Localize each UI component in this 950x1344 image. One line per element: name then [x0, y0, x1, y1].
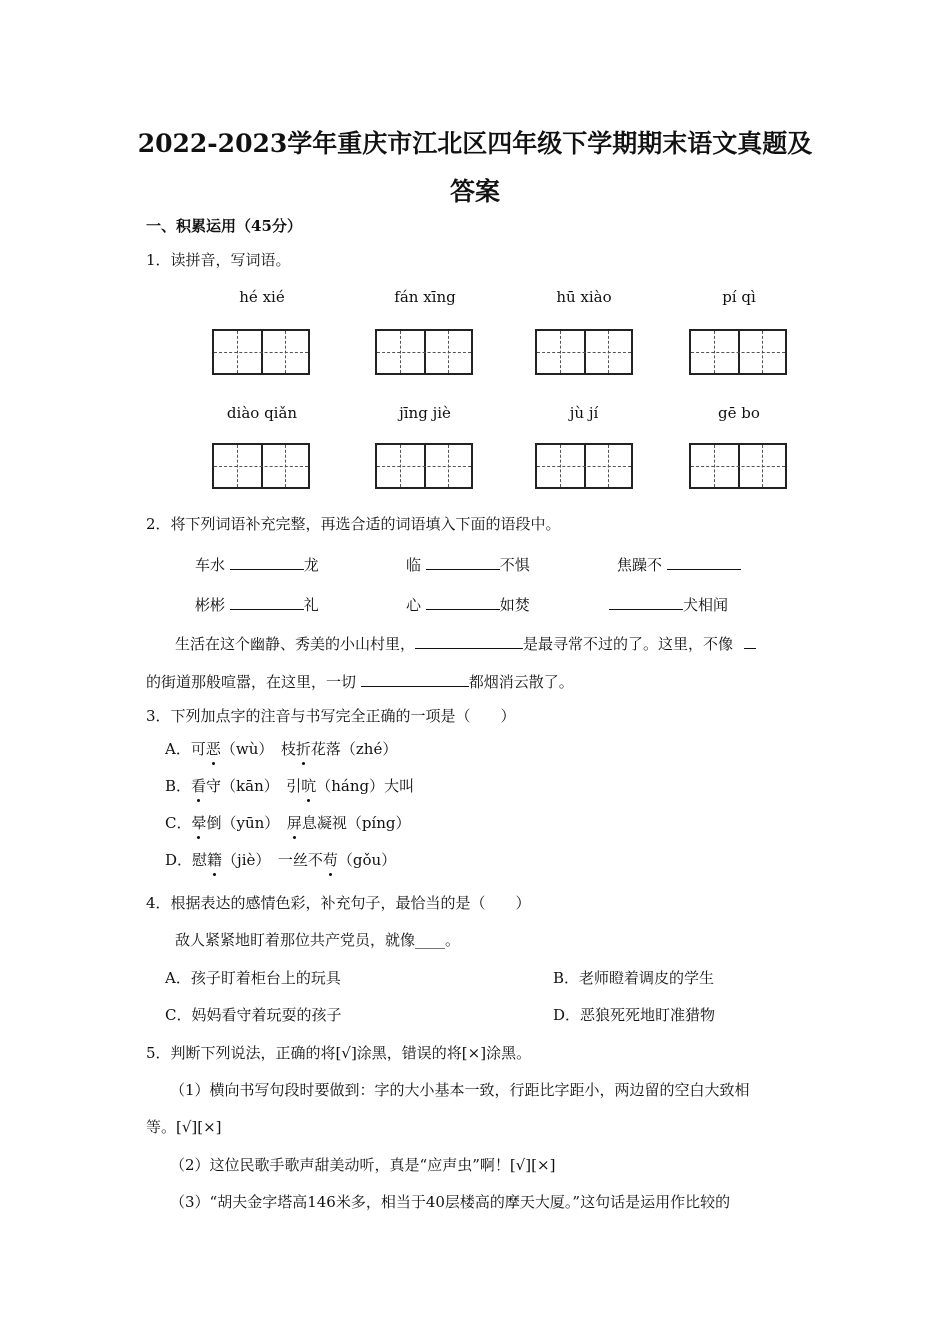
idiom-3-pre: 焦躁不: [617, 556, 663, 574]
section-heading: 一、积累运用（45分）: [146, 217, 302, 235]
option-text: （háng）大叫: [316, 777, 415, 795]
option-text: D．慰: [165, 851, 208, 869]
idiom-2: [406, 553, 530, 575]
q2-para2b: 都烟消云散了。: [468, 673, 574, 691]
q3-option-c[interactable]: [165, 813, 410, 833]
writing-grid[interactable]: [212, 329, 310, 375]
q3-option-a[interactable]: [165, 739, 397, 759]
idiom-3: [617, 553, 741, 575]
q2-para1b: 是最寻常不过的了。这里，不像: [523, 635, 734, 653]
q4-option-c[interactable]: C．妈妈看守着玩耍的孩子: [165, 1006, 342, 1024]
option-text: 守（kān） 引: [206, 777, 302, 795]
writing-grid[interactable]: [375, 443, 473, 489]
pinyin-7: jù jí: [569, 404, 599, 422]
option-text: 息凝视（píng）: [301, 814, 411, 832]
q2-paragraph-line2: [146, 670, 574, 692]
q4-option-a[interactable]: A．孩子盯着柜台上的玩具: [165, 969, 341, 987]
q3-option-b[interactable]: [165, 776, 414, 796]
q5-statement-2[interactable]: （2）这位民歌手歌声甜美动听，真是“应声虫”啊！[√][×]: [170, 1156, 556, 1174]
option-text: （jiè） 一丝不: [222, 851, 323, 869]
dotted-char: 折: [295, 740, 311, 758]
pinyin-8: gē bo: [718, 404, 760, 422]
dotted-char: 籍: [207, 851, 223, 869]
option-text: A．可: [165, 740, 206, 758]
pinyin-1: hé xié: [239, 288, 285, 306]
answer-blank[interactable]: [415, 632, 523, 649]
idiom-1: [195, 553, 319, 575]
answer-blank[interactable]: [744, 632, 756, 649]
q4-option-d[interactable]: D．恶狼死死地盯准猎物: [553, 1006, 716, 1024]
idiom-2-post: 不惧: [499, 556, 530, 574]
answer-blank[interactable]: [426, 553, 500, 570]
idiom-4-post: 礼: [303, 596, 319, 614]
document-title-line1: 2022-2023学年重庆市江北区四年级下学期期末语文真题及: [137, 129, 813, 158]
q5-statement-1a: （1）横向书写句段时要做到：字的大小基本一致，行距比字距小，两边留的空白大致相: [170, 1081, 750, 1099]
pinyin-6: jīng jiè: [399, 404, 451, 422]
answer-blank[interactable]: [230, 553, 304, 570]
idiom-4-pre: 彬彬: [195, 596, 226, 614]
answer-blank[interactable]: [609, 593, 683, 610]
dotted-char: 苟: [322, 851, 338, 869]
pinyin-2: fán xīng: [394, 288, 456, 306]
q4-sentence: 敌人紧紧地盯着那位共产党员，就像____。: [175, 931, 461, 949]
idiom-6: [609, 593, 728, 615]
dotted-char: 屏: [286, 814, 302, 832]
writing-grid[interactable]: [689, 443, 787, 489]
idiom-6-post: 犬相闻: [683, 596, 729, 614]
option-text: C．: [165, 814, 192, 832]
pinyin-5: diào qiǎn: [226, 404, 298, 422]
q4-option-b[interactable]: B．老师瞪着调皮的学生: [553, 969, 715, 987]
idiom-5: [406, 593, 530, 615]
pinyin-3: hū xiào: [556, 288, 612, 306]
answer-blank[interactable]: [667, 553, 741, 570]
answer-blank[interactable]: [361, 670, 469, 687]
option-text: （gǒu）: [337, 851, 397, 869]
option-text: 倒（yūn）: [206, 814, 287, 832]
q1-prompt: 1．读拼音，写词语。: [146, 251, 291, 269]
writing-grid[interactable]: [375, 329, 473, 375]
q5-prompt: 5．判断下列说法，正确的将[√]涂黑，错误的将[×]涂黑。: [146, 1044, 532, 1062]
option-text: （wù） 枝: [220, 740, 296, 758]
idiom-5-pre: 心: [406, 596, 422, 614]
dotted-char: 看: [191, 777, 207, 795]
dotted-char: 恶: [205, 740, 221, 758]
pinyin-4: pí qì: [722, 288, 756, 306]
writing-grid[interactable]: [689, 329, 787, 375]
writing-grid[interactable]: [535, 443, 633, 489]
document-title-line2: 答案: [449, 177, 500, 206]
writing-grid[interactable]: [535, 329, 633, 375]
answer-blank[interactable]: [230, 593, 304, 610]
option-text: B．: [165, 777, 192, 795]
dotted-char: 晕: [191, 814, 207, 832]
writing-grid[interactable]: [212, 443, 310, 489]
idiom-1-post: 龙: [303, 556, 319, 574]
q2-para1a: 生活在这个幽静、秀美的小山村里，: [175, 635, 416, 653]
q3-prompt: 3．下列加点字的注音与书写完全正确的一项是（ ）: [146, 707, 516, 725]
q4-prompt: 4．根据表达的感情色彩，补充句子，最恰当的是（ ）: [146, 894, 531, 912]
dotted-char: 吭: [301, 777, 317, 795]
q2-prompt: 2．将下列词语补充完整，再选合适的词语填入下面的语段中。: [146, 515, 561, 533]
q3-option-d[interactable]: [165, 850, 396, 870]
idiom-5-post: 如焚: [499, 596, 530, 614]
idiom-4: [195, 593, 319, 615]
idiom-1-pre: 车水: [195, 556, 226, 574]
q5-statement-3: （3）“胡夫金字塔高146米多，相当于40层楼高的摩天大厦。”这句话是运用作比较的: [170, 1193, 731, 1211]
idiom-2-pre: 临: [406, 556, 422, 574]
q2-para2a: 的街道那般喧嚣，在这里，一切: [146, 673, 357, 691]
q2-paragraph-line1: [175, 632, 756, 654]
option-text: 花落（zhé）: [310, 740, 398, 758]
q5-statement-1b[interactable]: 等。[√][×]: [146, 1118, 222, 1136]
answer-blank[interactable]: [426, 593, 500, 610]
